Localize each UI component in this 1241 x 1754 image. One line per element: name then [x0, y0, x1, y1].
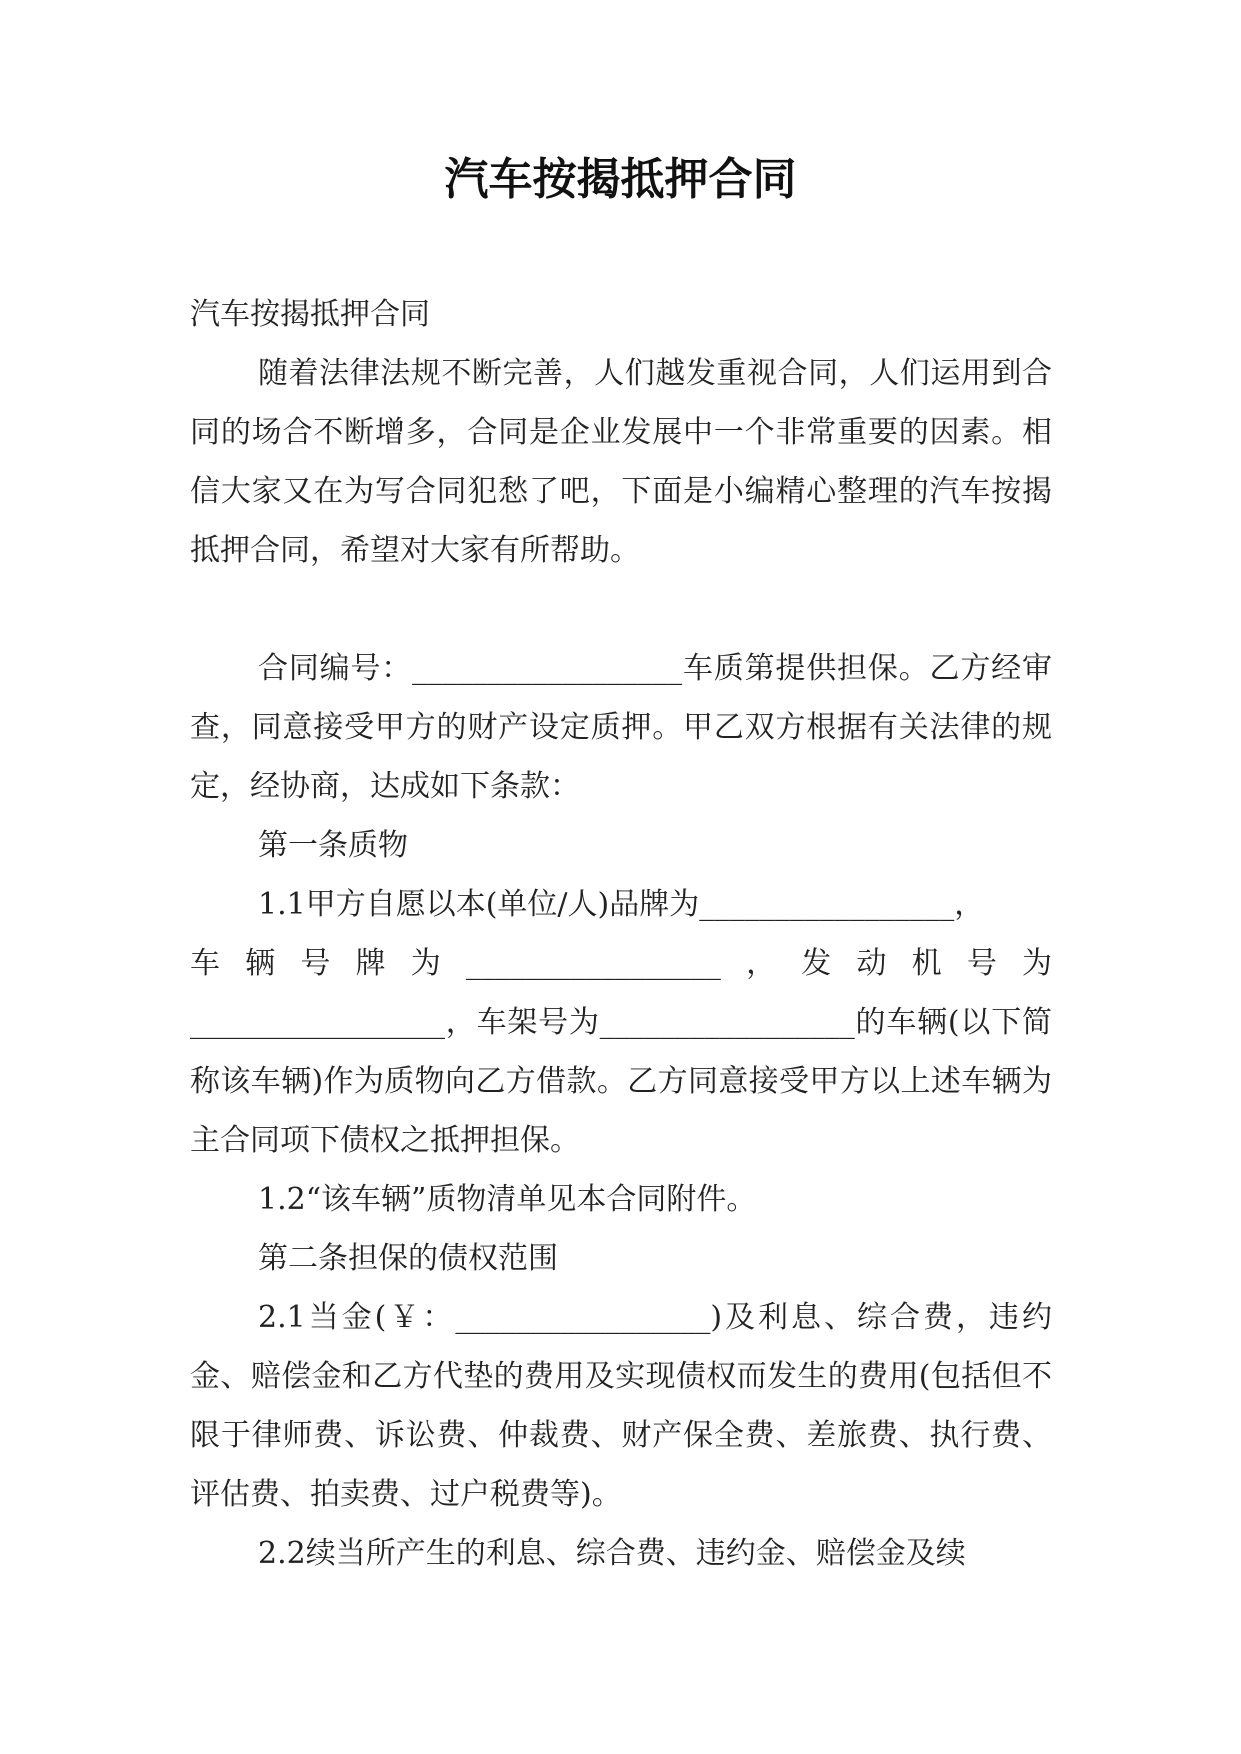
article-2-heading: 第二条担保的债权范围	[258, 1241, 558, 1276]
contract-number-paragraph: 合同编号：__________________车质第提供担保。乙方经审查，同意接受甲方的财产设定质押。甲乙双方根据有关法律的规定，经协商，达成如下条款：	[190, 651, 1052, 804]
document-title: 汽车按揭抵押合同	[444, 154, 797, 205]
clause-2-2: 2.2续当所产生的利息、综合费、违约金、赔偿金及续	[258, 1536, 966, 1571]
paragraph-gap	[190, 580, 1052, 639]
clause-1-2: 1.2“该车辆”质物清单见本合同附件。	[258, 1182, 757, 1217]
article-1-heading: 第一条质物	[258, 828, 408, 863]
clause-2-1: 2.1当金(￥：_________________)及利息、综合费，违约金、赔偿金和乙方代垫的费用及实现债权而发生的费用(包括但不限于律师费、诉讼费、仲裁费、财产保全费、差旅费、执行费、评估费、拍卖费、过户税费等)。	[190, 1300, 1052, 1512]
clause-1-1-line-1: 1.1甲方自愿以本(单位/人)品牌为_________________，	[258, 887, 985, 922]
document-body	[190, 285, 1052, 1583]
clause-1-1-line-2: 车辆号牌为_________________，发动机号为	[190, 946, 1052, 981]
document-subtitle: 汽车按揭抵押合同	[190, 297, 430, 332]
clause-1-1-rest: _________________，车架号为_________________的车辆(以下简称该车辆)作为质物向乙方借款。乙方同意接受甲方以上述车辆为主合同项下债权之抵押担保。	[190, 1005, 1052, 1158]
intro-paragraph: 随着法律法规不断完善，人们越发重视合同，人们运用到合同的场合不断增多，合同是企业发展中一个非常重要的因素。相信大家又在为写合同犯愁了吧，下面是小编精心整理的汽车按揭抵押合同，希望对大家有所帮助。	[190, 356, 1052, 568]
